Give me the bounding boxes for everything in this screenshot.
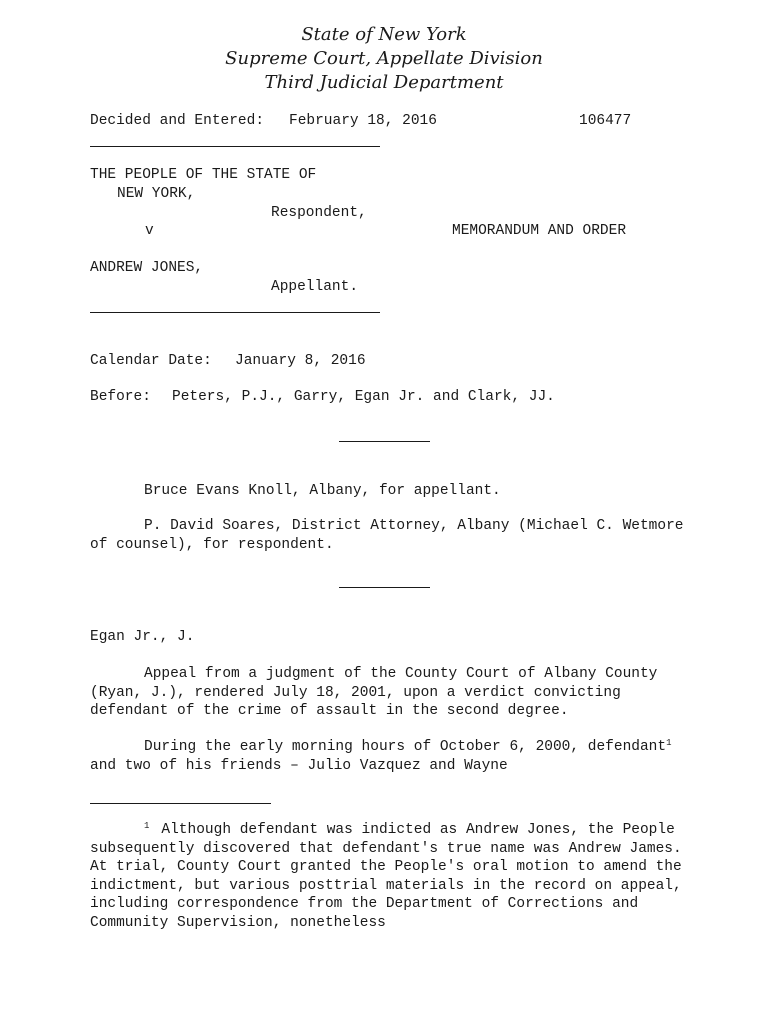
court-name: State of New York xyxy=(301,24,467,45)
caption-top-rule xyxy=(90,146,380,147)
footnote-text: Although defendant was indicted as Andrew Jones, the People subsequently discovered that defendant's true name was Andrew James. At trial, County Court granted the People's oral motion to amend the indictment, but various posttrial materials in the record on appeal, including correspondence from the Department of Corrections and Community Supervision, nonetheless xyxy=(90,822,682,931)
court-division: Supreme Court, Appellate Division xyxy=(225,48,543,69)
footnote-reference[interactable]: 1 xyxy=(666,738,672,748)
court-department: Third Judicial Department xyxy=(264,72,504,93)
plaintiff-line2: NEW YORK, xyxy=(117,186,196,202)
section-divider-1 xyxy=(339,441,430,442)
opinion-paragraph-2-start: During the early morning hours of October 6, 2000, defendant xyxy=(144,739,667,755)
footnote-marker: 1 xyxy=(144,821,150,831)
footnote-1 xyxy=(90,821,690,932)
opinion-author: Egan Jr., J. xyxy=(90,629,195,645)
decided-label: Decided and Entered: xyxy=(90,113,265,129)
caption-bottom-rule xyxy=(90,312,380,313)
panel-label: Before: xyxy=(90,389,151,405)
section-divider-2 xyxy=(339,587,430,588)
plaintiff-role: Respondent, xyxy=(271,205,367,221)
defendant-role: Appellant. xyxy=(271,279,359,295)
plaintiff-line1: THE PEOPLE OF THE STATE OF xyxy=(90,167,317,183)
decided-date: February 18, 2016 xyxy=(289,113,437,129)
counsel-respondent: P. David Soares, District Attorney, Albany (Michael C. Wetmore of counsel), for respondent. xyxy=(90,518,684,553)
footnote-rule xyxy=(90,803,271,804)
counsel-appellant: Bruce Evans Knoll, Albany, for appellant. xyxy=(144,483,501,499)
calendar-date: January 8, 2016 xyxy=(235,353,366,369)
defendant-name: ANDREW JONES, xyxy=(90,260,204,276)
opinion-paragraph-2 xyxy=(90,738,690,775)
calendar-label: Calendar Date: xyxy=(90,353,212,369)
order-type: MEMORANDUM AND ORDER xyxy=(452,223,627,239)
panel-judges: Peters, P.J., Garry, Egan Jr. and Clark, JJ. xyxy=(172,389,555,405)
docket-number: 106477 xyxy=(579,113,632,129)
opinion-paragraph-1: Appeal from a judgment of the County Court of Albany County (Ryan, J.), rendered July 18, 2001, upon a verdict convicting defendant of the crime of assault in the second degree. xyxy=(90,666,658,719)
opinion-paragraph-2-rest: and two of his friends – Julio Vazquez and Wayne xyxy=(90,757,508,774)
versus: v xyxy=(145,223,154,239)
